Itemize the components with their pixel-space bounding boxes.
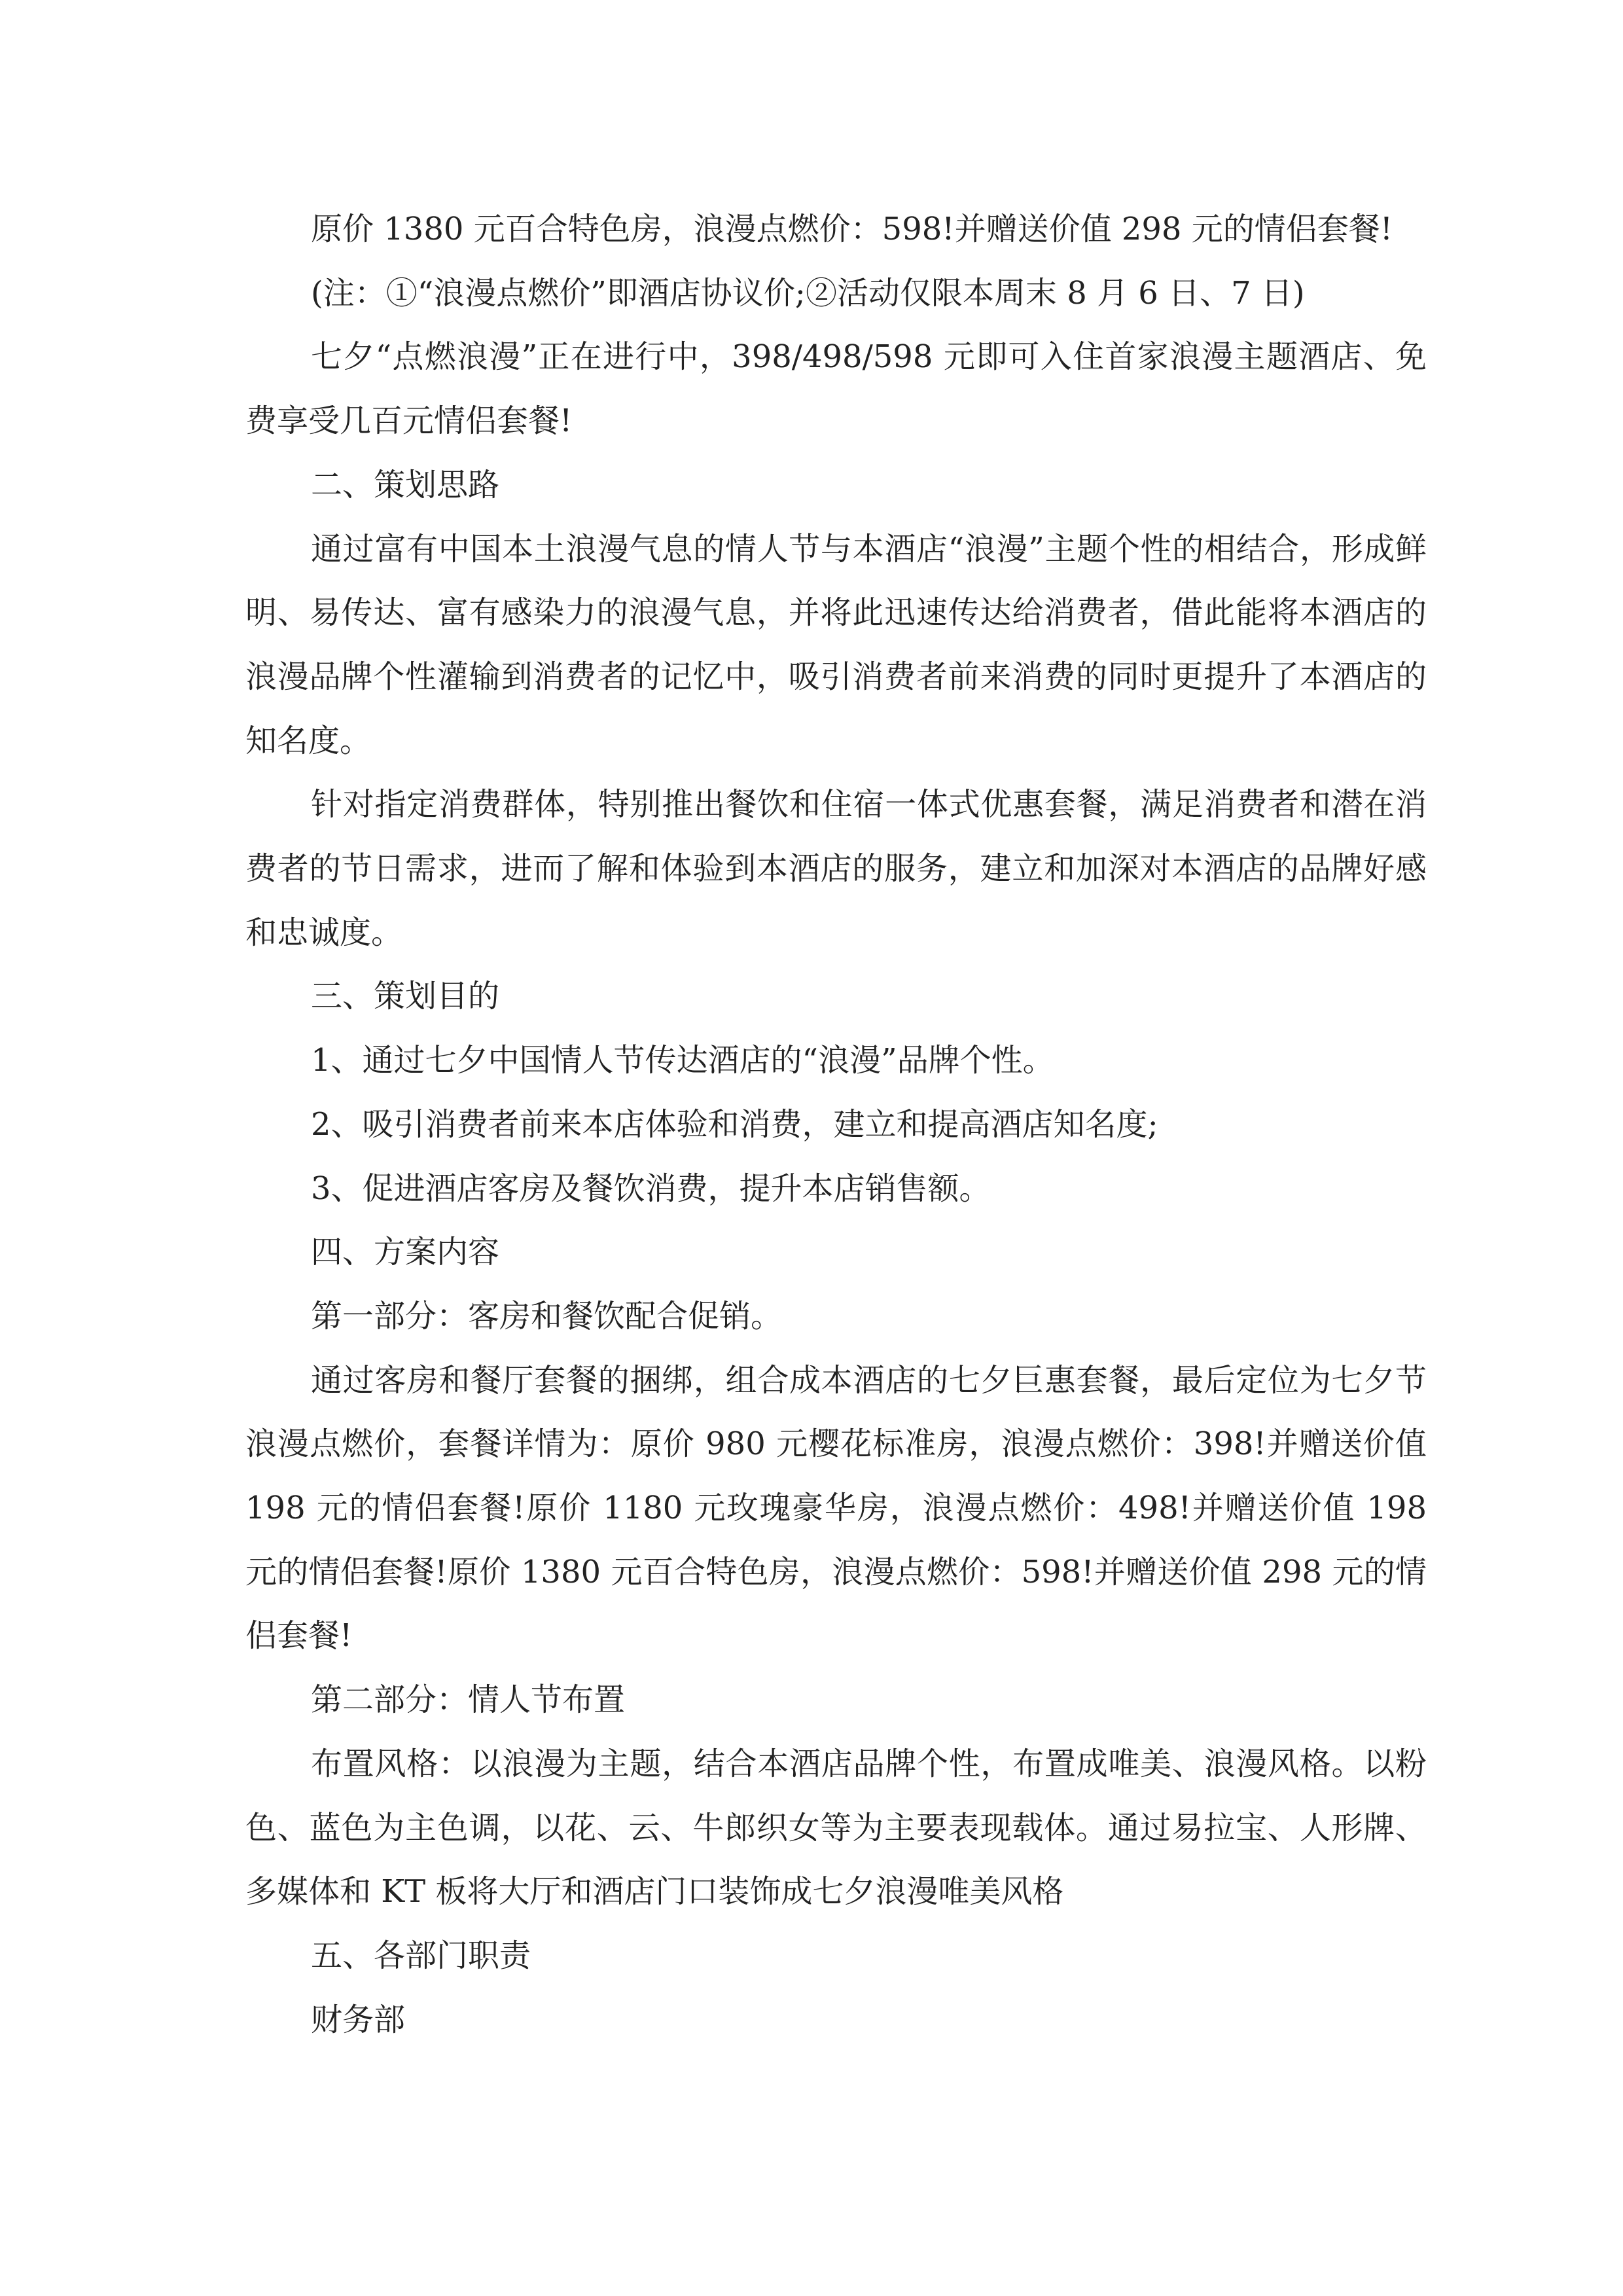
paragraph-planning-idea: 通过富有中国本土浪漫气息的情人节与本酒店“浪漫”主题个性的相结合，形成鲜明、易传达、富有感染力的浪漫气息，并将此迅速传达给消费者，借此能将本酒店的浪漫品牌个性灌输到消费者的记忆中，吸引消费者前来消费的同时更提升了本酒店的知名度。	[245, 530, 1427, 759]
paragraph-package-details: 通过客房和餐厅套餐的捆绑，组合成本酒店的七夕巨惠套餐，最后定位为七夕节浪漫点燃价，套餐详情为：原价 980 元樱花标准房，浪漫点燃价：398!并赠送价值 198 元的情侣套餐!原价 1180 元玫瑰豪华房，浪漫点燃价：498!并赠送价值 198 元的情侣套餐!原价 1380 元百合特色房，浪漫点燃价：598!并赠送价值 298 元的情侣套餐!	[245, 1361, 1427, 1655]
paragraph-lily-room-offer: 原价 1380 元百合特色房，浪漫点燃价：598!并赠送价值 298 元的情侣套餐!	[311, 211, 1393, 247]
subheading-part-one: 第一部分：客房和餐饮配合促销。	[311, 1297, 783, 1335]
paragraph-note: (注：①“浪漫点燃价”即酒店协议价;②活动仅限本周末 8 月 6 日、7 日)	[311, 274, 1305, 312]
subheading-part-two: 第二部分：情人节布置	[311, 1681, 626, 1719]
section-heading-planning-idea: 二、策划思路	[311, 466, 500, 503]
section-heading-plan-content: 四、方案内容	[311, 1234, 500, 1271]
section-heading-department-duties: 五、各部门职责	[311, 1937, 531, 1974]
list-item-goal-2: 2、吸引消费者前来本店体验和消费，建立和提高酒店知名度;	[311, 1105, 1158, 1143]
subheading-finance-department: 财务部	[311, 2001, 406, 2038]
paragraph-target-group: 针对指定消费群体，特别推出餐饮和住宿一体式优惠套餐，满足消费者和潜在消费者的节日需求，进而了解和体验到本酒店的服务，建立和加深对本酒店的品牌好感和忠诚度。	[245, 786, 1427, 951]
document-body	[245, 198, 1427, 2052]
paragraph-decoration-style: 布置风格：以浪漫为主题，结合本酒店品牌个性，布置成唯美、浪漫风格。以粉色、蓝色为主色调，以花、云、牛郎织女等为主要表现载体。通过易拉宝、人形牌、多媒体和 KT 板将大厅和酒店门口装饰成七夕浪漫唯美风格	[245, 1745, 1427, 1910]
list-item-goal-3: 3、促进酒店客房及餐饮消费，提升本店销售额。	[311, 1170, 991, 1207]
list-item-goal-1: 1、通过七夕中国情人节传达酒店的“浪漫”品牌个性。	[311, 1042, 1054, 1079]
section-heading-planning-goal: 三、策划目的	[311, 978, 500, 1015]
paragraph-qixi-promo: 七夕“点燃浪漫”正在进行中，398/498/598 元即可入住首家浪漫主题酒店、免费享受几百元情侣套餐!	[245, 338, 1427, 440]
